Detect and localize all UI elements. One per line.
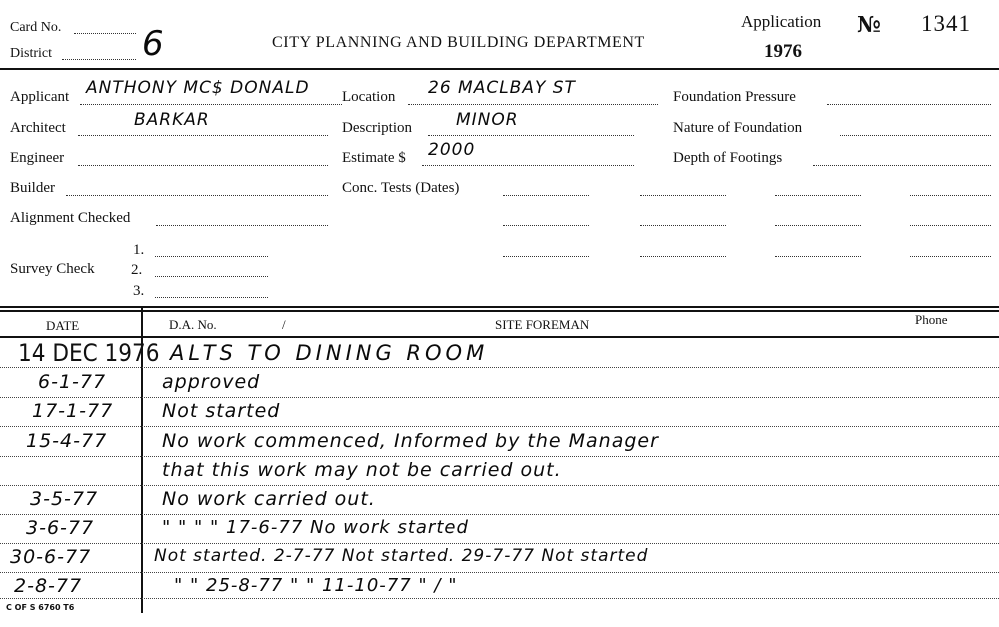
location-value: 26 MACLBAY ST [428, 78, 576, 98]
alignment-label: Alignment Checked [10, 210, 131, 226]
tests-line-6 [640, 225, 726, 226]
log-row-line [0, 367, 999, 368]
log-row-text: ALTS TO DINING ROOM [170, 341, 489, 365]
engineer-label: Engineer [10, 150, 65, 166]
log-header-date: DATE [46, 318, 80, 333]
survey-label: Survey Check [10, 261, 95, 277]
log-row-text: approved [162, 371, 261, 393]
tests-line-10 [640, 256, 726, 257]
conc-tests-label: Conc. Tests (Dates) [342, 180, 460, 196]
conc-tests-line-4 [910, 195, 991, 196]
nature-of-foundation-label: Nature of Foundation [673, 120, 803, 136]
application-number: 1341 [921, 11, 971, 36]
district-label: District [10, 46, 52, 61]
survey-item-3: 3. [133, 283, 145, 299]
section-divider-bottom [0, 310, 999, 312]
builder-line [66, 195, 328, 196]
district-value: 6 [142, 24, 165, 64]
description-line [428, 135, 634, 136]
survey-line-1 [155, 256, 268, 257]
applicant-line [80, 104, 342, 105]
log-header-site-foreman: SITE FOREMAN [495, 317, 590, 332]
log-row-text: that this work may not be carried out. [162, 459, 562, 481]
conc-tests-line-2 [640, 195, 726, 196]
log-row-text: Not started [162, 400, 281, 422]
log-row-line [0, 456, 999, 457]
location-line [408, 104, 658, 105]
section-divider-top [0, 306, 999, 308]
log-row-date: 14 DEC 1976 [18, 339, 160, 367]
tests-line-7 [775, 225, 861, 226]
tests-line-8 [910, 225, 991, 226]
log-header-phone: Phone [915, 312, 948, 327]
applicant-label: Applicant [10, 89, 70, 105]
log-row-line [0, 426, 999, 427]
tests-line-11 [775, 256, 861, 257]
log-row-line [0, 572, 999, 573]
survey-item-2: 2. [131, 262, 143, 278]
tests-line-9 [503, 256, 589, 257]
application-year: 1976 [764, 41, 802, 62]
log-row-date: 3-5-77 [30, 488, 99, 510]
log-row-line [0, 598, 999, 599]
log-header-da-no: D.A. No. [169, 317, 217, 332]
estimate-label: Estimate $ [342, 150, 406, 166]
tests-line-12 [910, 256, 991, 257]
estimate-line [422, 165, 634, 166]
alignment-line [156, 225, 328, 226]
depth-of-footings-line [813, 165, 991, 166]
form-code: C OF S 6760 T6 [6, 603, 75, 612]
district-line [62, 59, 136, 60]
number-symbol: № [857, 12, 881, 38]
survey-line-2 [155, 276, 268, 277]
location-label: Location [342, 89, 396, 105]
builder-label: Builder [10, 180, 55, 196]
estimate-value: 2000 [428, 140, 476, 160]
log-row-text: " " 25-8-77 " " 11-10-77 " / " [174, 575, 458, 596]
engineer-line [78, 165, 328, 166]
log-row-line [0, 485, 999, 486]
log-row-text: Not started. 2-7-77 Not started. 29-7-77 Not started [154, 546, 649, 566]
log-row-text: No work carried out. [162, 488, 376, 510]
log-row-date: 6-1-77 [38, 371, 107, 393]
log-row-line [0, 514, 999, 515]
foundation-pressure-label: Foundation Pressure [673, 89, 796, 105]
log-header-slash: / [282, 317, 286, 332]
log-header-rule [0, 336, 999, 338]
log-row-date: 2-8-77 [14, 575, 83, 597]
architect-value: BARKAR [134, 110, 210, 130]
log-row-date: 3-6-77 [26, 517, 95, 539]
card-no-label: Card No. [10, 20, 62, 35]
log-row-date: 17-1-77 [32, 400, 114, 422]
log-row-line [0, 397, 999, 398]
department-title: CITY PLANNING AND BUILDING DEPARTMENT [272, 34, 645, 51]
architect-label: Architect [10, 120, 66, 136]
survey-item-1: 1. [133, 242, 145, 258]
tests-line-5 [503, 225, 589, 226]
conc-tests-line-3 [775, 195, 861, 196]
foundation-pressure-line [827, 104, 991, 105]
architect-line [78, 135, 328, 136]
applicant-value: ANTHONY MC$ DONALD [86, 78, 310, 98]
survey-line-3 [155, 297, 268, 298]
description-value: MINOR [456, 110, 519, 130]
nature-of-foundation-line [840, 135, 991, 136]
log-row-date: 15-4-77 [26, 430, 108, 452]
log-row-text: No work commenced, Informed by the Manager [162, 430, 659, 452]
application-label: Application [741, 12, 822, 31]
card-no-line [74, 33, 136, 34]
depth-of-footings-label: Depth of Footings [673, 150, 783, 166]
log-row-date: 30-6-77 [10, 546, 92, 568]
log-row-line [0, 543, 999, 544]
log-row-text: " " " " 17-6-77 No work started [162, 517, 469, 538]
conc-tests-line-1 [503, 195, 589, 196]
description-label: Description [342, 120, 412, 136]
header-divider [0, 68, 999, 70]
